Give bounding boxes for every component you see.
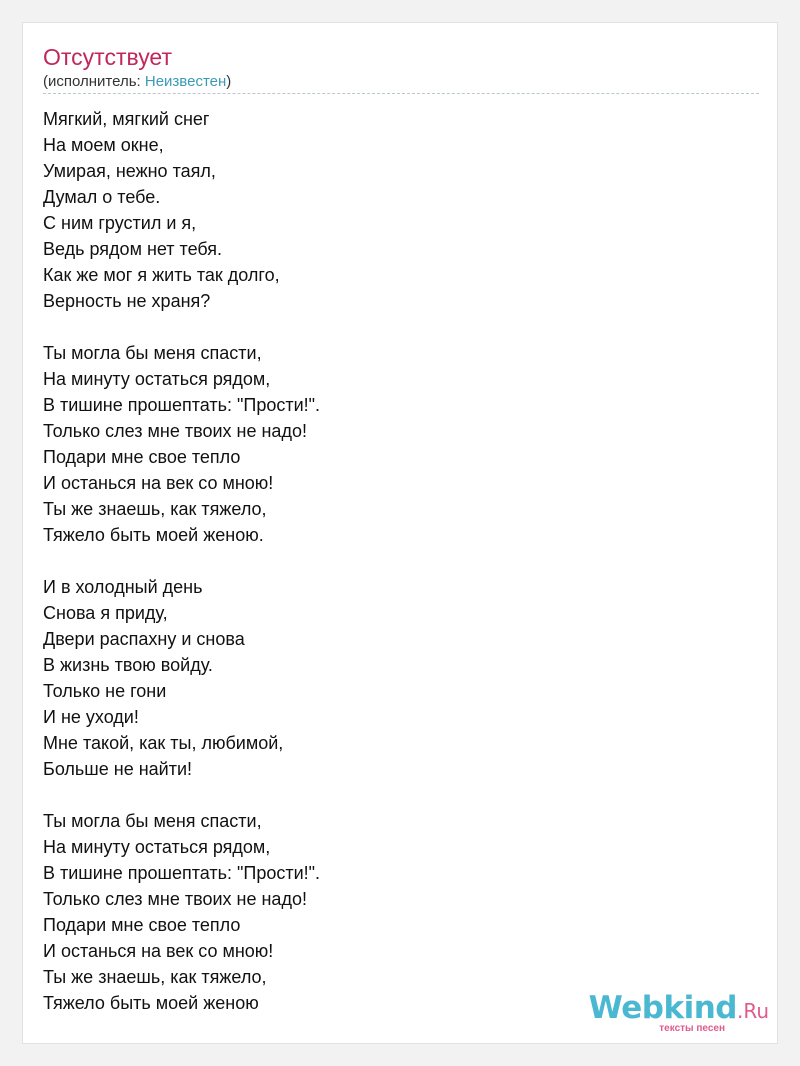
- lyric-line: Двери распахну и снова: [43, 629, 245, 649]
- lyric-line: В жизнь твою войду.: [43, 655, 213, 675]
- lyric-line: И не уходи!: [43, 707, 139, 727]
- lyric-line: Мягкий, мягкий снег: [43, 109, 210, 129]
- artist-link[interactable]: Неизвестен: [144, 73, 227, 90]
- lyric-line: Больше не найти!: [43, 759, 193, 779]
- lyric-line: Тяжело быть моей женою.: [43, 525, 264, 545]
- webkind-logo[interactable]: [569, 991, 769, 1037]
- stanza-break: [43, 782, 743, 808]
- lyric-line: Ты могла бы меня спасти,: [43, 811, 262, 831]
- lyric-line: Тяжело быть моей женою: [43, 993, 259, 1013]
- lyrics-text: [43, 106, 743, 1016]
- lyric-line: С ним грустил и я,: [43, 213, 197, 233]
- lyric-line: Подари мне свое тепло: [43, 915, 241, 935]
- lyric-line: И останься на век со мною!: [43, 473, 274, 493]
- lyrics-card: [22, 22, 778, 1044]
- lyric-line: Как же мог я жить так долго,: [43, 265, 280, 285]
- lyric-line: Ведь рядом нет тебя.: [43, 239, 223, 259]
- logo-subtitle: тексты песен: [659, 1023, 725, 1034]
- lyric-line: Думал о тебе.: [43, 187, 161, 207]
- lyric-line: Только не гони: [43, 681, 167, 701]
- lyric-line: Ты же знаешь, как тяжело,: [43, 499, 267, 519]
- lyric-line: И останься на век со мною!: [43, 941, 274, 961]
- lyric-line: Снова я приду,: [43, 603, 168, 623]
- stanza-break: [43, 314, 743, 340]
- lyric-line: Только слез мне твоих не надо!: [43, 889, 307, 909]
- stanza-break: [43, 548, 743, 574]
- lyric-line: Ты могла бы меня спасти,: [43, 343, 262, 363]
- logo-wordmark: Webkind: [588, 990, 737, 1026]
- song-title: Отсутствует: [43, 44, 172, 70]
- lyric-line: В тишине прошептать: "Прости!".: [43, 863, 321, 883]
- lyric-line: Ты же знаешь, как тяжело,: [43, 967, 267, 987]
- lyric-line: И в холодный день: [43, 577, 203, 597]
- lyric-line: Подари мне свое тепло: [43, 447, 241, 467]
- lyric-line: В тишине прошептать: "Прости!".: [43, 395, 321, 415]
- artist-line: [43, 73, 231, 91]
- title-divider: [43, 93, 759, 94]
- lyric-line: На моем окне,: [43, 135, 164, 155]
- lyric-line: На минуту остаться рядом,: [43, 369, 271, 389]
- artist-prefix: (исполнитель:: [43, 73, 145, 90]
- lyric-line: На минуту остаться рядом,: [43, 837, 271, 857]
- logo-tld: .Ru: [736, 999, 769, 1023]
- artist-suffix: ): [226, 73, 232, 90]
- lyric-line: Умирая, нежно таял,: [43, 161, 216, 181]
- lyric-line: Верность не храня?: [43, 291, 211, 311]
- lyric-line: Мне такой, как ты, любимой,: [43, 733, 284, 753]
- lyric-line: Только слез мне твоих не надо!: [43, 421, 307, 441]
